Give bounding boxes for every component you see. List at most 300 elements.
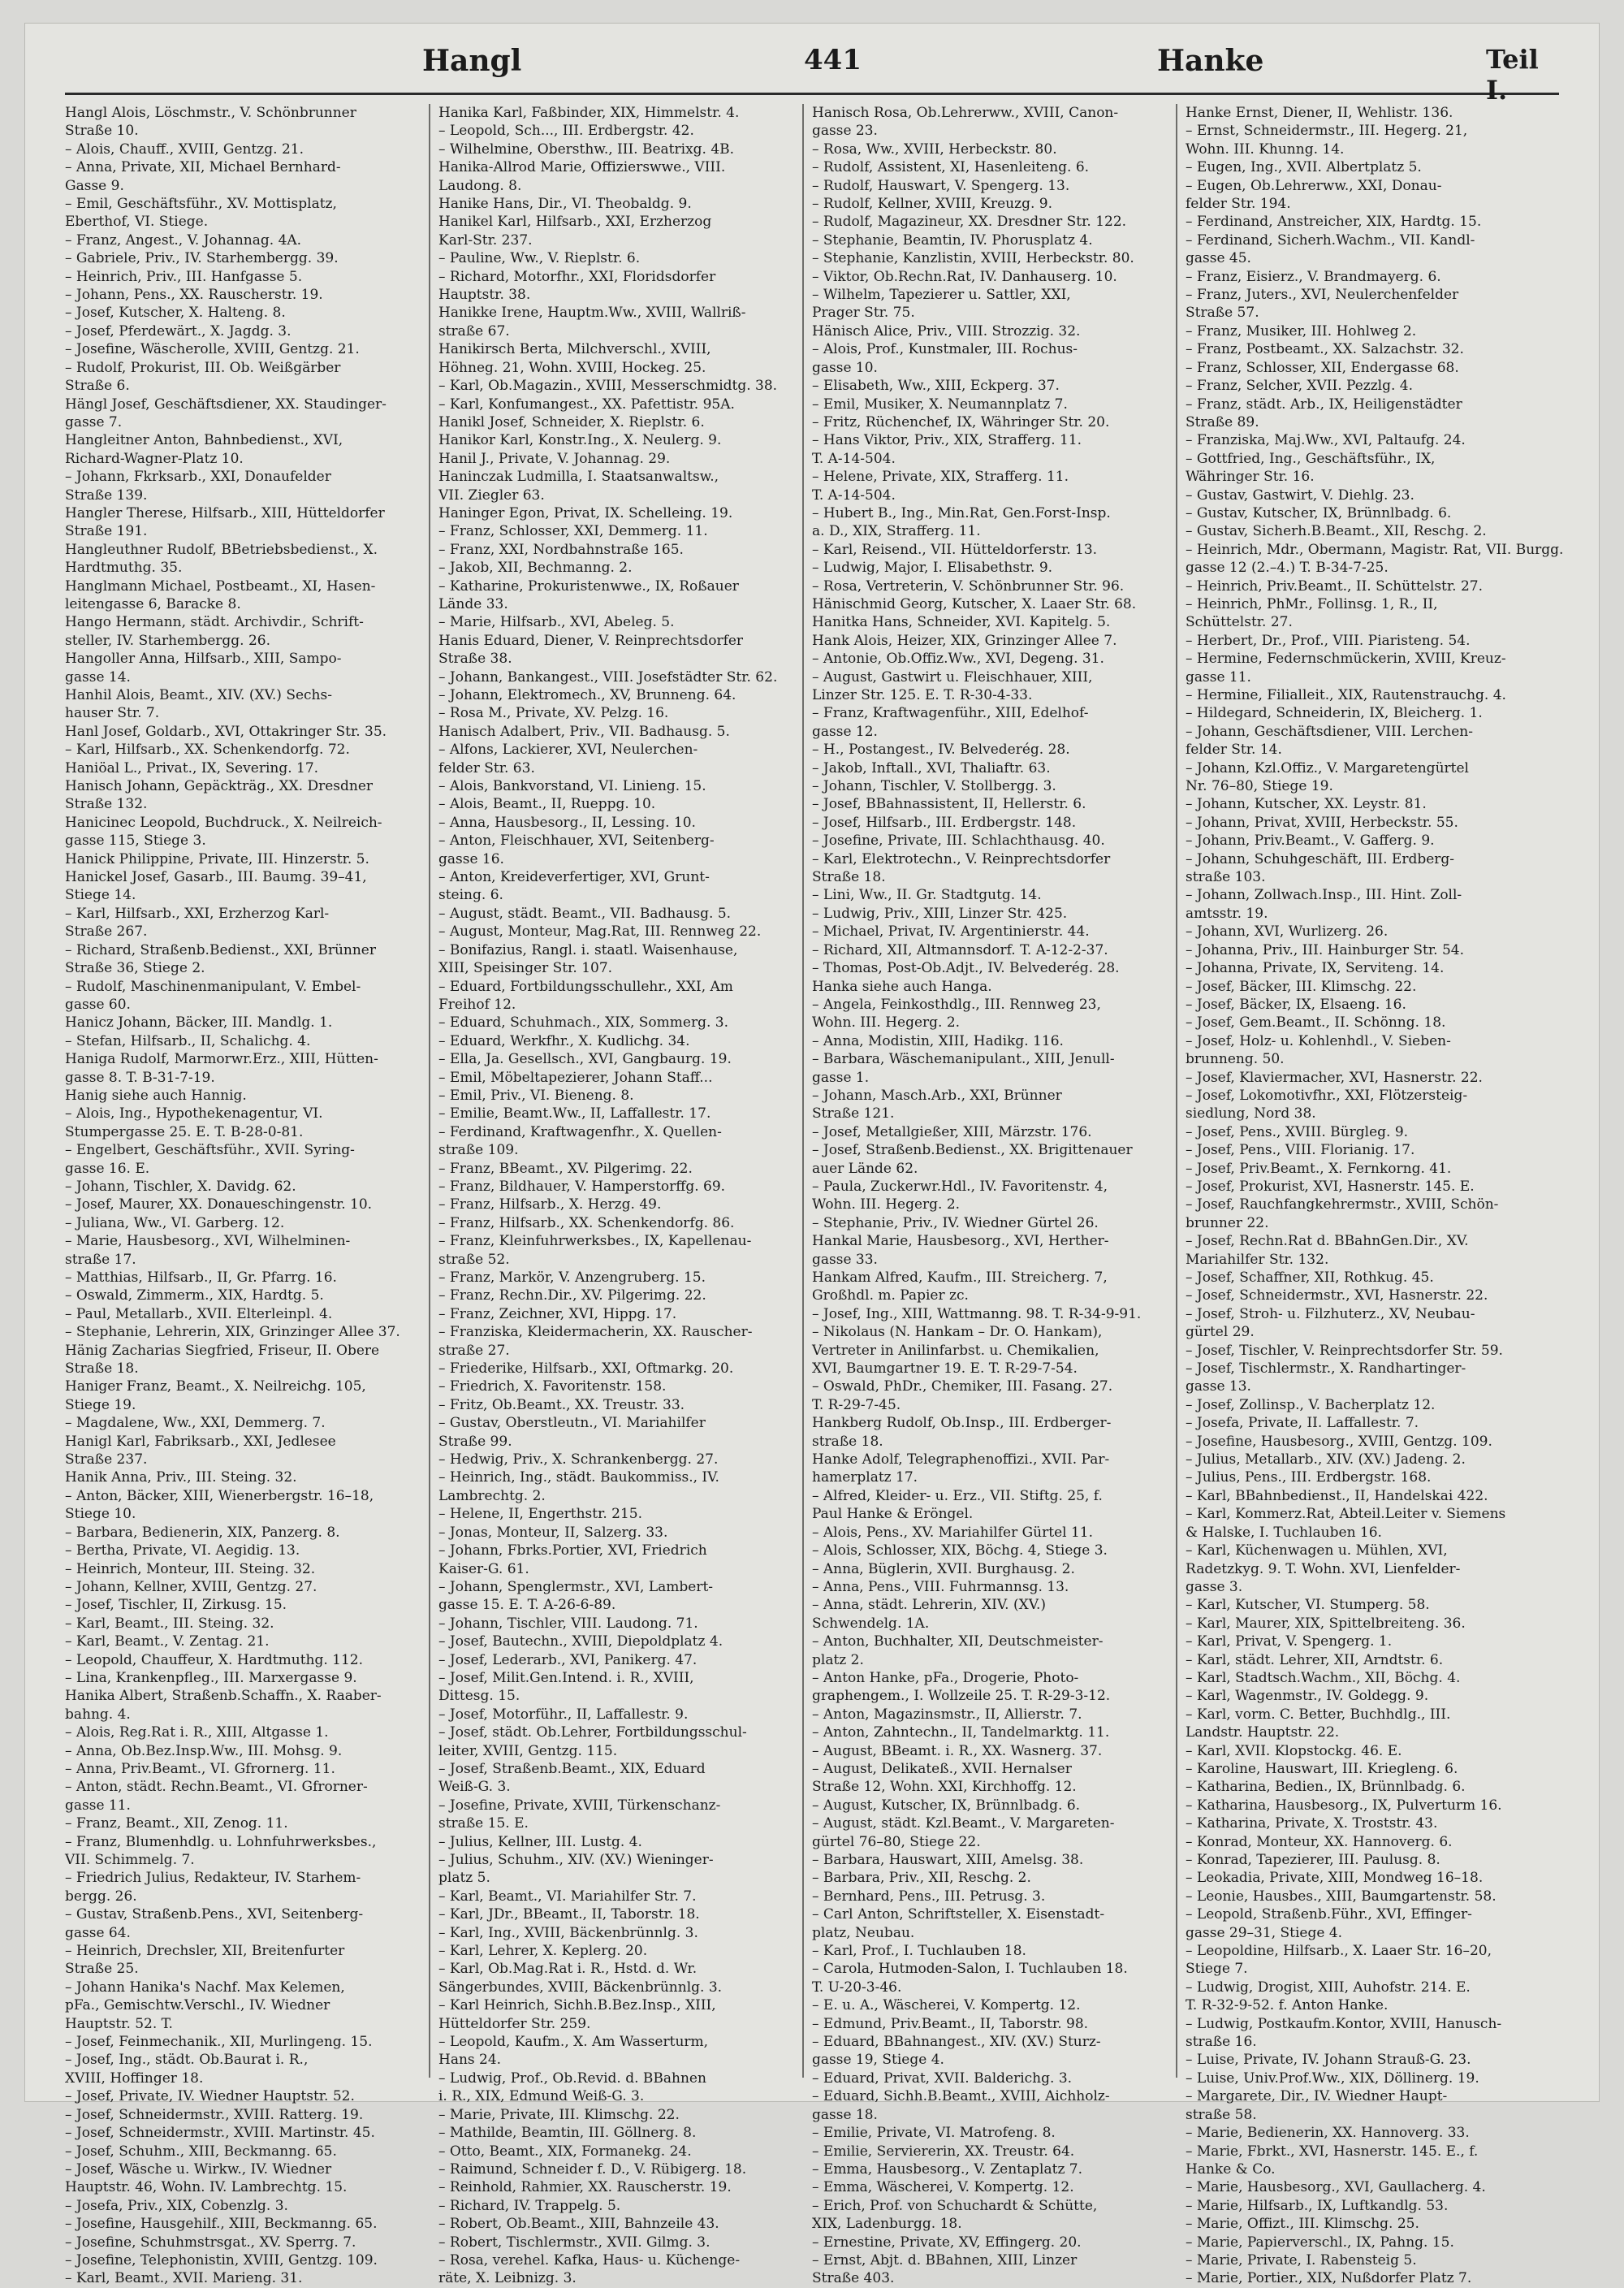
directory-line: Hanke Adolf, Telegraphenoffizi., XVII. Par- [812,1451,1110,1468]
directory-line: Hanisch Adalbert, Priv., VII. Badhausg. 5. [438,723,730,740]
directory-line: – Karl, Küchenwagen u. Mühlen, XVI, [1186,1542,1448,1559]
directory-line: – Josef, Kutscher, X. Halteng. 8. [65,305,286,322]
directory-line: – Franz, Schlosser, XXI, Demmerg. 11. [438,523,708,540]
directory-line: – Johann, Schuhgeschäft, III. Erdberg- [1186,850,1455,867]
directory-columns [65,104,1564,2287]
column-1 [65,104,419,2287]
directory-line: Hanl Josef, Goldarb., XVI, Ottakringer Str. 35. [65,723,387,740]
directory-line: – Karl, Reisend., VII. Hütteldorferstr. 13. [812,541,1098,558]
directory-line: – Ludwig, Postkaufm.Kontor, XVIII, Hanusch- [1186,2015,1502,2032]
directory-line: – Josef, städt. Ob.Lehrer, Fortbildungsschul- [438,1724,747,1741]
directory-line: – Anton, Buchhalter, XII, Deutschmeister- [812,1633,1104,1650]
directory-line: Hans 24. [438,2052,502,2069]
directory-line: – Johann, Fkrksarb., XXI, Donaufelder [65,469,331,486]
directory-line: – Josef, Lokomotivfhr., XXI, Flötzersteig- [1186,1087,1468,1104]
directory-line: – Johann, Bankangest., VIII. Josefstädter Str. 62. [438,668,778,686]
directory-page [24,23,1600,2287]
directory-line: – Robert, Ob.Beamt., XIII, Bahnzeile 43. [438,2216,719,2233]
directory-line: – August, BBeamt. i. R., XX. Wasnerg. 37. [812,1742,1103,1759]
directory-line: – Karl, Beamt., V. Zentag. 21. [65,1633,270,1650]
directory-line: Straße 139. [65,487,148,504]
directory-line: – Franz, Angest., V. Johannag. 4A. [65,231,302,249]
directory-line: Hangler Therese, Hilfsarb., XIII, Hütteldorfer [65,504,385,521]
directory-line: Hanikl Josef, Schneider, X. Rieplstr. 6. [438,413,705,430]
directory-line: – Luise, Univ.Prof.Ww., XIX, Döllinerg. 19. [1186,2070,1479,2087]
directory-line: – Marie, Hilfsarb., IX, Luftkandlg. 53. [1186,2197,1449,2214]
directory-line: – Franz, Selcher, XVII. Pezzlg. 4. [1186,378,1414,395]
directory-line: – Julius, Pens., III. Erdbergstr. 168. [1186,1469,1432,1486]
directory-line: Stumpergasse 25. E. T. B-28-0-81. [65,1123,304,1140]
directory-line: straße 27. [438,1342,510,1359]
directory-line: – Rudolf, Assistent, XI, Hasenleiteng. 6. [812,159,1090,176]
directory-line: – Heinrich, PhMr., Follinsg. 1, R., II, [1186,595,1438,612]
directory-line: Straße 18. [812,869,886,886]
directory-line: – Marie, Papierverschl., IX, Pahng. 15. [1186,2234,1454,2251]
running-head-first-entry: Hangl [422,44,522,78]
directory-line: – Gottfried, Ing., Geschäftsführ., IX, [1186,450,1436,467]
directory-line: – Heinrich, Priv.Beamt., II. Schüttelstr. 27. [1186,577,1483,595]
directory-line: a. D., XIX, Strafferg. 11. [812,523,981,540]
directory-line: – Richard, IV. Trappelg. 5. [438,2197,621,2214]
directory-line: – Leopoldine, Hilfsarb., X. Laaer Str. 16–20, [1186,1943,1492,1960]
directory-line: Stiege 7. [1186,1961,1248,1978]
directory-line: Hanis Eduard, Diener, V. Reinprechtsdorfer [438,632,744,649]
directory-line: Haninczak Ludmilla, I. Staatsanwaltsw., [438,469,719,486]
directory-line: – Josef, Tischler, V. Reinprechtsdorfer Str. 59. [1186,1342,1503,1359]
directory-line: gasse 18. [812,2106,878,2123]
directory-line: – Josef, Holz- u. Kohlenhdl., V. Sieben- [1186,1032,1451,1049]
directory-line: – Josef, Bäcker, III. Klimschg. 22. [1186,978,1417,995]
directory-line: – Franz, XXI, Nordbahnstraße 165. [438,541,684,558]
directory-line: – Johann, Geschäftsdiener, VIII. Lerchen- [1186,723,1473,740]
directory-line: Hängl Josef, Geschäftsdiener, XX. Staudinger- [65,396,387,413]
directory-line: – Josef, Schneidermstr., XVIII. Martinstr. 45. [65,2125,375,2142]
directory-line: – Josef, Metallgießer, XIII, Märzstr. 176. [812,1123,1092,1140]
directory-line: – Engelbert, Geschäftsführ., XVII. Syring- [65,1142,355,1159]
directory-line: gasse 12 (2.–4.) T. B-34-7-25. [1186,560,1389,577]
directory-line: – Josef, Hilfsarb., III. Erdbergstr. 148. [812,814,1077,831]
directory-line: – Johann, Privat, XVIII, Herbeckstr. 55. [1186,814,1458,831]
directory-line: steller, IV. Starhembergg. 26. [65,632,270,649]
directory-line: – Alois, Chauff., XVIII, Gentzg. 21. [65,141,304,158]
directory-line: – Karl, Wagenmstr., IV. Goldegg. 9. [1186,1688,1429,1705]
directory-line: – Richard, Straßenb.Bedienst., XXI, Brünner [65,941,376,958]
directory-line: – Eduard, Fortbildungsschullehr., XXI, Am [438,978,733,995]
directory-line: – Marie, Portier., XIX, Nußdorfer Platz 7. [1186,2270,1472,2287]
directory-line: – Josef, Pferdewärt., X. Jagdg. 3. [65,322,292,340]
directory-line: – Marie, Hausbesorg., XVI, Wilhelminen- [65,1233,351,1250]
directory-line: Hangoller Anna, Hilfsarb., XIII, Sampo- [65,651,342,668]
directory-line: – Anna, Ob.Bez.Insp.Ww., III. Mohsg. 9. [65,1742,343,1759]
directory-line: – Julius, Metallarb., XIV. (XV.) Jadeng. 2. [1186,1451,1466,1468]
directory-line: Höhneg. 21, Wohn. XVIII, Hockeg. 25. [438,359,706,376]
directory-line: – Lini, Ww., II. Gr. Stadtgutg. 14. [812,887,1042,904]
directory-line: – Josef, Straßenb.Beamt., XIX, Eduard [438,1760,706,1777]
directory-line: gasse 16. [438,850,504,867]
directory-line: – Alois, Reg.Rat i. R., XIII, Altgasse 1. [65,1724,329,1741]
directory-line: Hänischmid Georg, Kutscher, X. Laaer Str. 68. [812,595,1137,612]
directory-line: – August, Monteur, Mag.Rat, III. Rennweg 22. [438,923,762,941]
directory-line: – Josef, Bautechn., XVIII, Diepoldplatz 4. [438,1633,723,1650]
directory-line: – Josef, Wäsche u. Wirkw., IV. Wiedner [65,2160,332,2178]
directory-line: Haniger Franz, Beamt., X. Neilreichg. 105, [65,1378,366,1395]
directory-line: gasse 14. [65,668,131,686]
directory-line: gasse 29–31, Stiege 4. [1186,1924,1343,1941]
directory-line: – Johann, Tischler, V. Stollbergg. 3. [812,778,1056,795]
directory-line: – Anna, Private, XII, Michael Bernhard- [65,159,341,176]
directory-line: – Anna, Modistin, XIII, Hadikg. 116. [812,1032,1064,1049]
directory-line: Stiege 10. [65,1506,136,1523]
directory-line: – Gustav, Sicherh.B.Beamt., XII, Reschg. 2. [1186,523,1487,540]
directory-line: Hanil J., Private, V. Johannag. 29. [438,450,671,467]
directory-line: Hanicz Johann, Bäcker, III. Mandlg. 1. [65,1014,333,1032]
directory-line: – Josef, Schuhm., XIII, Beckmanng. 65. [65,2143,337,2160]
directory-line: gasse 115, Stiege 3. [65,833,206,850]
directory-line: Sängerbundes, XVIII, Bäckenbrünnlg. 3. [438,1979,723,1996]
directory-line: – Richard, XII, Altmannsdorf. T. A-12-2-37. [812,941,1108,958]
directory-line: Hardtmuthg. 35. [65,560,183,577]
directory-line: – Josef, Rauchfangkehrermstr., XVIII, Schön- [1186,1196,1499,1213]
directory-line: – Paula, Zuckerwr.Hdl., IV. Favoritenstr. 4, [812,1178,1108,1195]
directory-line: Schüttelstr. 27. [1186,614,1293,631]
directory-line: straße 16. [1186,2034,1257,2051]
directory-line: siedlung, Nord 38. [1186,1105,1316,1122]
directory-line: – Katharine, Prokuristenwwe., IX, Roßauer [438,577,739,595]
directory-line: – Emilie, Serviererin, XX. Treustr. 64. [812,2143,1075,2160]
directory-line: leitengasse 6, Baracke 8. [65,595,241,612]
directory-line: – Karl, Hilfsarb., XXI, Erzherzog Karl- [65,905,330,922]
directory-line: – Erich, Prof. von Schuchardt & Schütte, [812,2197,1098,2214]
directory-line: – Alois, Beamt., II, Rueppg. 10. [438,796,656,813]
directory-line: – Ferdinand, Kraftwagenfhr., X. Quellen- [438,1123,722,1140]
directory-line: Stiege 19. [65,1396,136,1413]
directory-line: Hütteldorfer Str. 259. [438,2015,591,2032]
directory-line: – Karl, Lehrer, X. Keplerg. 20. [438,1943,648,1960]
directory-line: – Josefa, Priv., XIX, Cobenzlg. 3. [65,2197,288,2214]
directory-line: Hango Hermann, städt. Archivdir., Schrift- [65,614,364,631]
directory-line: – Anton, Zahntechn., II, Tandelmarktg. 11. [812,1724,1110,1741]
directory-line: XVIII, Hoffinger 18. [65,2070,204,2087]
directory-line: Hauptstr. 46, Wohn. IV. Lambrechtg. 15. [65,2179,348,2196]
directory-line: – Carola, Hutmoden-Salon, I. Tuchlauben 18. [812,1961,1128,1978]
directory-line: Haniga Rudolf, Marmorwr.Erz., XIII, Hütten- [65,1051,378,1068]
directory-line: – Josef, Gem.Beamt., II. Schönng. 18. [1186,1014,1446,1032]
directory-line: – Johanna, Private, IX, Serviteng. 14. [1186,960,1445,977]
directory-line: – Franziska, Kleidermacherin, XX. Rauscher- [438,1324,753,1341]
directory-line: – Johann, Tischler, X. Davidg. 62. [65,1178,296,1195]
directory-line: – Barbara, Hauswart, XIII, Amelsg. 38. [812,1852,1084,1868]
column-divider [429,104,430,2078]
directory-line: Haniöal L., Privat., IX, Severing. 17. [65,759,319,776]
directory-line: felder Str. 14. [1186,742,1282,759]
directory-line: – Karl, Beamt., XVII. Marieng. 31. [65,2270,303,2287]
directory-line: – Josef, Schneidermstr., XVI, Hasnerstr. 22. [1186,1287,1488,1304]
directory-line: – Stephanie, Beamtin, IV. Phorusplatz 4. [812,231,1093,249]
directory-line: – Katharina, Hausbesorg., IX, Pulverturm 16. [1186,1797,1502,1814]
directory-line: – Josefine, Telephonistin, XVIII, Gentzg. 109. [65,2251,378,2269]
directory-line: gasse 15. E. T. A-26-6-89. [438,1597,616,1614]
directory-line: Hauptstr. 52. T. [65,2015,173,2032]
directory-line: – Franziska, Maj.Ww., XVI, Paltaufg. 24. [1186,432,1466,449]
directory-line: – Josef, Klaviermacher, XVI, Hasnerstr. 22. [1186,1069,1483,1086]
directory-line: – Emil, Musiker, X. Neumannplatz 7. [812,396,1068,413]
directory-line: gürtel 76–80, Stiege 22. [812,1833,981,1850]
directory-line: bergg. 26. [65,1888,137,1905]
directory-line: Freihof 12. [438,996,516,1013]
directory-line: Hankberg Rudolf, Ob.Insp., III. Erdberger- [812,1415,1112,1432]
directory-line: – Richard, Motorfhr., XXI, Floridsdorfer [438,268,716,285]
directory-line: – Pauline, Ww., V. Rieplstr. 6. [438,250,641,267]
directory-line: – Thomas, Post-Ob.Adjt., IV. Belvederég. 28. [812,960,1120,977]
directory-line: – Konrad, Tapezierer, III. Paulusg. 8. [1186,1852,1440,1868]
directory-line: Schwendelg. 1A. [812,1615,930,1632]
directory-line: – H., Postangest., IV. Belvederég. 28. [812,742,1070,759]
directory-line: – Heinrich, Drechsler, XII, Breitenfurter [65,1943,345,1960]
directory-line: – Josef, Motorführ., II, Laffallestr. 9. [438,1706,689,1723]
directory-line: – Josef, Prokurist, XVI, Hasnerstr. 145. E. [1186,1178,1475,1195]
directory-line: gasse 11. [65,1797,131,1814]
column-divider [1176,104,1177,2078]
directory-line: – Oswald, PhDr., Chemiker, III. Fasang. 27. [812,1378,1113,1395]
directory-line: – Josef, Tischler, II, Zirkusg. 15. [65,1597,287,1614]
directory-line: – Josefine, Private, XVIII, Türkenschanz- [438,1797,721,1814]
directory-line: Hangl Alois, Löschmstr., V. Schönbrunner [65,105,356,121]
directory-line: hauser Str. 7. [65,705,160,722]
directory-line: – Leopold, Chauffeur, X. Hardtmuthg. 112. [65,1651,364,1668]
directory-line: – Johann, Kzl.Offiz., V. Margaretengürtel [1186,759,1469,776]
directory-line: – Julius, Schuhm., XIV. (XV.) Wieninger- [438,1852,714,1868]
directory-line: – Leonie, Hausbes., XIII, Baumgartenstr. 58. [1186,1888,1497,1905]
directory-line: Straße 267. [65,923,148,941]
directory-line: – Rosa M., Private, XV. Pelzg. 16. [438,705,669,722]
directory-line: – Ferdinand, Sicherh.Wachm., VII. Kandl- [1186,231,1475,249]
directory-line: – Eduard, Werkfhr., X. Kudlichg. 34. [438,1032,690,1049]
directory-line: – Karl, Beamt., VI. Mariahilfer Str. 7. [438,1888,697,1905]
directory-line: – Karl Heinrich, Sichh.B.Bez.Insp., XIII, [438,1997,716,2014]
directory-line: gasse 33. [812,1251,878,1268]
directory-line: – Johann, Priv.Beamt., V. Gafferg. 9. [1186,833,1435,850]
directory-line: – Stefan, Hilfsarb., II, Schalichg. 4. [65,1032,311,1049]
directory-line: T. A-14-504. [812,487,896,504]
directory-line: – Karl, Elektrotechn., V. Reinprechtsdorfer [812,850,1111,867]
directory-line: Paul Hanke & Eröngel. [812,1506,974,1523]
directory-line: – Josef, Bäcker, IX, Elsaeng. 16. [1186,996,1406,1013]
directory-line: – Hildegard, Schneiderin, IX, Bleicherg. 1. [1186,705,1483,722]
directory-line: – Karl, Konfumangest., XX. Pafettistr. 95A. [438,396,735,413]
directory-line: Großhdl. m. Papier zc. [812,1287,969,1304]
directory-line: – Ernestine, Private, XV, Effingerg. 20. [812,2234,1082,2251]
directory-line: Straße 12, Wohn. XXI, Kirchhoffg. 12. [812,1779,1077,1796]
directory-line: Prager Str. 75. [812,305,915,322]
directory-line: – Franz, Eisierz., V. Brandmayerg. 6. [1186,268,1441,285]
directory-line: Wohn. III. Hegerg. 2. [812,1196,961,1213]
directory-line: – Otto, Beamt., XIX, Formanekg. 24. [438,2143,692,2160]
directory-line: – Margarete, Dir., IV. Wiedner Haupt- [1186,2088,1448,2105]
directory-line: – Hermine, Federnschmückerin, XVIII, Kreuz- [1186,651,1506,668]
directory-line: – Eduard, Schuhmach., XIX, Sommerg. 3. [438,1014,728,1032]
directory-line: Radetzkyg. 9. T. Wohn. XVI, Lienfelder- [1186,1560,1461,1577]
directory-line: – Johann, Spenglermstr., XVI, Lambert- [438,1578,714,1595]
directory-line: – Katharina, Private, X. Troststr. 43. [1186,1815,1438,1832]
directory-line: – Karl, XVII. Klopstockg. 46. E. [1186,1742,1402,1759]
directory-line: Eberthof, VI. Stiege. [65,214,209,231]
directory-line: Hanikke Irene, Hauptm.Ww., XVIII, Wallriß- [438,305,746,322]
directory-line: platz 2. [812,1651,864,1668]
directory-line: – August, Delikateß., XVII. Hernalser [812,1760,1072,1777]
directory-line: Nr. 76–80, Stiege 19. [1186,778,1333,795]
directory-line: – Magdalene, Ww., XXI, Demmerg. 7. [65,1415,326,1432]
directory-line: – Gustav, Straßenb.Pens., XVI, Seitenberg- [65,1906,364,1923]
directory-line: – Johann, Fbrks.Portier, XVI, Friedrich [438,1542,707,1559]
directory-line: Stiege 14. [65,887,136,904]
directory-line: – Anton, Bäcker, XIII, Wienerbergstr. 16–18, [65,1487,374,1504]
directory-line: – Wilhelm, Tapezierer u. Sattler, XXI, [812,287,1071,304]
directory-line: – Leopold, Sch..., III. Erdbergstr. 42. [438,123,694,140]
directory-line: – Anna, Priv.Beamt., VI. Gfrornerg. 11. [65,1760,335,1777]
directory-line: – Ludwig, Major, I. Elisabethstr. 9. [812,560,1053,577]
directory-line: straße 67. [438,322,510,340]
directory-line: – Alois, Pens., XV. Mariahilfer Gürtel 11. [812,1524,1094,1541]
directory-line: – Karl, Beamt., III. Steing. 32. [65,1615,274,1632]
directory-line: Hanig siehe auch Hannig. [65,1087,247,1104]
directory-line: – Johann, Elektromech., XV, Brunneng. 64. [438,687,736,703]
directory-line: gasse 3. [1186,1578,1243,1595]
directory-line: straße 58. [1186,2106,1257,2123]
directory-line: Straße 191. [65,523,148,540]
directory-line: – Karl, Privat, V. Spengerg. 1. [1186,1633,1393,1650]
directory-line: – Rudolf, Hauswart, V. Spengerg. 13. [812,177,1070,194]
directory-line: Hanigl Karl, Fabriksarb., XXI, Jedlesee [65,1433,336,1450]
directory-line: – Alfred, Kleider- u. Erz., VII. Stiftg. 25, f. [812,1487,1103,1504]
directory-line: – Katharina, Bedien., IX, Brünnlbadg. 6. [1186,1779,1466,1796]
directory-line: – Stephanie, Lehrerin, XIX, Grinzinger Allee 37. [65,1324,400,1341]
directory-line: – Ernst, Abjt. d. BBahnen, XIII, Linzer [812,2251,1078,2269]
directory-line: – Bonifazius, Rangl. i. staatl. Waisenhause, [438,941,738,958]
directory-line: Wohn. III. Hegerg. 2. [812,1014,961,1032]
running-head-last-entry: Hanke [1157,44,1264,78]
directory-line: – Johann Hanika's Nachf. Max Kelemen, [65,1979,345,1996]
directory-line: Straße 89. [1186,413,1259,430]
directory-line: – Angela, Feinkosthdlg., III. Rennweg 23, [812,996,1101,1013]
directory-line: Hanglmann Michael, Postbeamt., XI, Hasen- [65,577,376,595]
directory-line: – Julius, Kellner, III. Lustg. 4. [438,1833,642,1850]
directory-line: – Stephanie, Kanzlistin, XVIII, Herbeckstr. 80. [812,250,1134,267]
directory-line: – Eugen, Ing., XVII. Albertplatz 5. [1186,159,1422,176]
directory-line: – Jakob, XII, Bechmanng. 2. [438,560,633,577]
directory-line: – Friederike, Hilfsarb., XXI, Oftmarkg. 20. [438,1360,734,1378]
directory-line: gasse 45. [1186,250,1251,267]
directory-line: – Ludwig, Prof., Ob.Revid. d. BBahnen [438,2070,706,2087]
directory-line: – Anton, Magazinsmstr., II, Allierstr. 7. [812,1706,1082,1723]
directory-line: graphengem., I. Wollzeile 25. T. R-29-3-12. [812,1688,1111,1705]
directory-line: – Heinrich, Ing., städt. Baukommiss., IV. [438,1469,719,1486]
directory-line: i. R., XIX, Edmund Weiß-G. 3. [438,2088,645,2105]
directory-line: – Mathilde, Beamtin, III. Göllnerg. 8. [438,2125,697,2142]
directory-line: – Rudolf, Prokurist, III. Ob. Weißgärber [65,359,341,376]
directory-line: – Josef, Priv.Beamt., X. Fernkorng. 41. [1186,1160,1452,1177]
directory-line: gasse 23. [812,123,878,140]
directory-line: – Franz, Postbeamt., XX. Salzachstr. 32. [1186,341,1464,358]
directory-line: gasse 16. E. [65,1160,150,1177]
directory-line: – Anna, Büglerin, XVII. Burghausg. 2. [812,1560,1075,1577]
directory-line: Straße 10. [65,123,139,140]
directory-line: – Robert, Tischlermstr., XVII. Gilmg. 3. [438,2234,710,2251]
directory-line: XVI, Baumgartner 19. E. T. R-29-7-54. [812,1360,1078,1378]
directory-line: – Wilhelmine, Obersthw., III. Beatrixg. 4B. [438,141,735,158]
directory-line: – Lina, Krankenpfleg., III. Marxergasse 9. [65,1669,357,1686]
directory-line: – Emil, Möbeltapezierer, Johann Staff... [438,1069,713,1086]
directory-line: – Marie, Hilfsarb., XVI, Abeleg. 5. [438,614,675,631]
directory-line: – Karl, vorm. C. Better, Buchhdlg., III. [1186,1706,1451,1723]
directory-line: amtsstr. 19. [1186,905,1268,922]
directory-line: – Ludwig, Drogist, XIII, Auhofstr. 214. E. [1186,1979,1471,1996]
directory-line: – Rudolf, Magazineur, XX. Dresdner Str. 122. [812,214,1127,231]
directory-line: Hangleuthner Rudolf, BBetriebsbedienst., X. [65,541,378,558]
directory-line: – Karl, Ing., XVIII, Bäckenbrünnlg. 3. [438,1924,698,1941]
directory-line: – Marie, Private, I. Rabensteig 5. [1186,2251,1417,2269]
directory-line: – Michael, Privat, IV. Argentinierstr. 44. [812,923,1090,941]
directory-line: – Ludwig, Priv., XIII, Linzer Str. 425. [812,905,1068,922]
directory-line: – Karl, Kommerz.Rat, Abteil.Leiter v. Siemens [1186,1506,1506,1523]
directory-line: – Josef, Private, IV. Wiedner Hauptstr. 52. [65,2088,355,2105]
directory-line: gasse 10. [812,359,878,376]
directory-line: – Eduard, Privat, XVII. Balderichg. 3. [812,2070,1073,2087]
directory-line: VII. Ziegler 63. [438,487,545,504]
directory-line: gasse 8. T. B-31-7-19. [65,1069,215,1086]
directory-line: – Franz, Blumenhdlg. u. Lohnfuhrwerksbes., [65,1833,377,1850]
directory-line: – Franz, Musiker, III. Hohlweg 2. [1186,322,1417,340]
directory-line: – Anton, Fleischhauer, XVI, Seitenberg- [438,833,715,850]
directory-line: – Franz, Zeichner, XVI, Hippg. 17. [438,1305,677,1322]
directory-line: – Johann, XVI, Wurlizerg. 26. [1186,923,1389,941]
directory-line: – Franz, städt. Arb., IX, Heiligenstädter [1186,396,1462,413]
directory-line: – Josef, Pens., XVIII. Bürgleg. 9. [1186,1123,1409,1140]
directory-line: – Johann, Tischler, VIII. Laudong. 71. [438,1615,698,1632]
directory-line: – Anton Hanke, pFa., Drogerie, Photo- [812,1669,1079,1686]
directory-line: – Franz, Juters., XVI, Neulerchenfelder [1186,287,1459,304]
directory-line: – Marie, Private, III. Klimschg. 22. [438,2106,680,2123]
directory-line: – Alois, Bankvorstand, VI. Linieng. 15. [438,778,706,795]
directory-line: Hanickel Josef, Gasarb., III. Baumg. 39–41, [65,869,367,886]
directory-line: – Franz, Markör, V. Anzengruberg. 15. [438,1269,706,1286]
directory-line: straße 103. [1186,869,1266,886]
directory-line: – Johann, Kutscher, XX. Leystr. 81. [1186,796,1427,813]
directory-line: & Halske, I. Tuchlauben 16. [1186,1524,1382,1541]
directory-line: Wohn. III. Khunng. 14. [1186,141,1345,158]
directory-line: T. U-20-3-46. [812,1979,902,1996]
directory-line: – Josef, Stroh- u. Filzhuterz., XV, Neubau- [1186,1305,1475,1322]
directory-line: – Elisabeth, Ww., XIII, Eckperg. 37. [812,378,1060,395]
directory-line: leiter, XVIII, Gentzg. 115. [438,1742,618,1759]
directory-line: Hanitka Hans, Schneider, XVI. Kapitelg. 5. [812,614,1111,631]
directory-line: Währinger Str. 16. [1186,469,1315,486]
directory-line: VII. Schimmelg. 7. [65,1852,195,1868]
directory-line: – Rosa, Ww., XVIII, Herbeckstr. 80. [812,141,1057,158]
directory-line: – Karl, Ob.Magazin., XVIII, Messerschmidtg. 38. [438,378,778,395]
directory-line: – Friedrich, X. Favoritenstr. 158. [438,1378,667,1395]
directory-line: Straße 237. [65,1451,148,1468]
directory-line: – Anna, städt. Lehrerin, XIV. (XV.) [812,1597,1047,1614]
directory-line: – Marie, Offizt., III. Klimschg. 25. [1186,2216,1419,2233]
directory-line: Hankal Marie, Hausbesorg., XVI, Herther- [812,1233,1109,1250]
directory-line: – Karl, Stadtsch.Wachm., XII, Böchg. 4. [1186,1669,1461,1686]
directory-line: – Antonie, Ob.Offiz.Ww., XVI, Degeng. 31. [812,651,1104,668]
directory-line: Hanisch Johann, Gepäckträg., XX. Dresdner [65,778,374,795]
directory-line: straße 15. E. [438,1815,529,1832]
directory-line: – Stephanie, Priv., IV. Wiedner Gürtel 26. [812,1214,1099,1231]
directory-line: – Gustav, Oberstleutn., VI. Mariahilfer [438,1415,706,1432]
directory-line: brunner 22. [1186,1214,1269,1231]
